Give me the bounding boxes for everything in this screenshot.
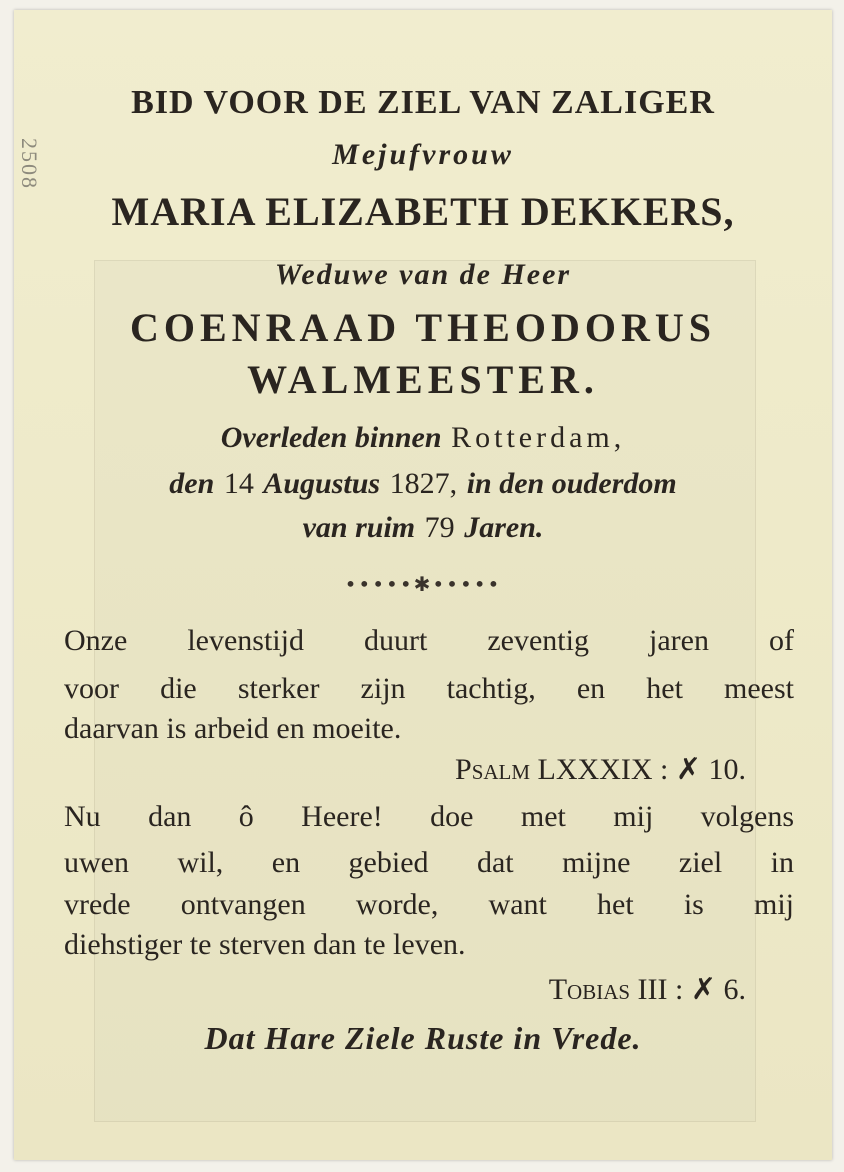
- deceased-name: MARIA ELIZABETH DEKKERS,: [111, 189, 735, 234]
- age-number: 79: [424, 511, 455, 544]
- husband-name-line1: COENRAAD THEODORUS: [130, 305, 716, 350]
- death-line1: [14, 420, 832, 455]
- verse1-reference: Psalm LXXXIX : ✗ 10.: [455, 753, 746, 786]
- death-age-intro: in den ouderdom: [466, 467, 677, 500]
- verse1-line1: Onze levenstijd duurt zeventig jaren of: [64, 624, 794, 657]
- closing-prayer: Dat Hare Ziele Ruste in Vrede.: [204, 1020, 642, 1056]
- memorial-card: [14, 10, 832, 1160]
- death-prefix: Overleden binnen: [220, 421, 442, 454]
- husband-name-line2: WALMEESTER.: [247, 357, 599, 402]
- verse2-reference: Tobias III : ✗ 6.: [548, 973, 746, 1006]
- death-line2: [14, 466, 832, 501]
- age-prefix: van ruim: [302, 511, 416, 544]
- verse1-line3: daarvan is arbeid en moeite.: [64, 712, 402, 745]
- death-place: Rotterdam,: [451, 421, 626, 454]
- death-den: den: [169, 467, 215, 500]
- age-suffix: Jaren.: [464, 511, 544, 544]
- verse2-line1: Nu dan ô Heere! doe met mij volgens: [64, 800, 794, 833]
- inventory-number: 2508: [17, 138, 42, 190]
- death-day: 14: [223, 467, 254, 500]
- verse1-line2: voor die sterker zijn tachtig, en het meest: [64, 672, 794, 705]
- verse2-line3: vrede ontvangen worde, want het is mij: [64, 888, 794, 921]
- heading: BID VOOR DE ZIEL VAN ZALIGER: [131, 84, 715, 121]
- ornament-divider: •••••✱•••••: [344, 572, 502, 596]
- death-month: Augustus: [263, 467, 381, 500]
- death-year: 1827,: [389, 467, 458, 500]
- death-line3: [14, 510, 832, 545]
- title-line: Mejufvrouw: [332, 138, 514, 171]
- verse2-line4: diehstiger te sterven dan te leven.: [64, 928, 466, 961]
- verse2-line2: uwen wil, en gebied dat mijne ziel in: [64, 846, 794, 879]
- widow-line: Weduwe van de Heer: [274, 258, 572, 291]
